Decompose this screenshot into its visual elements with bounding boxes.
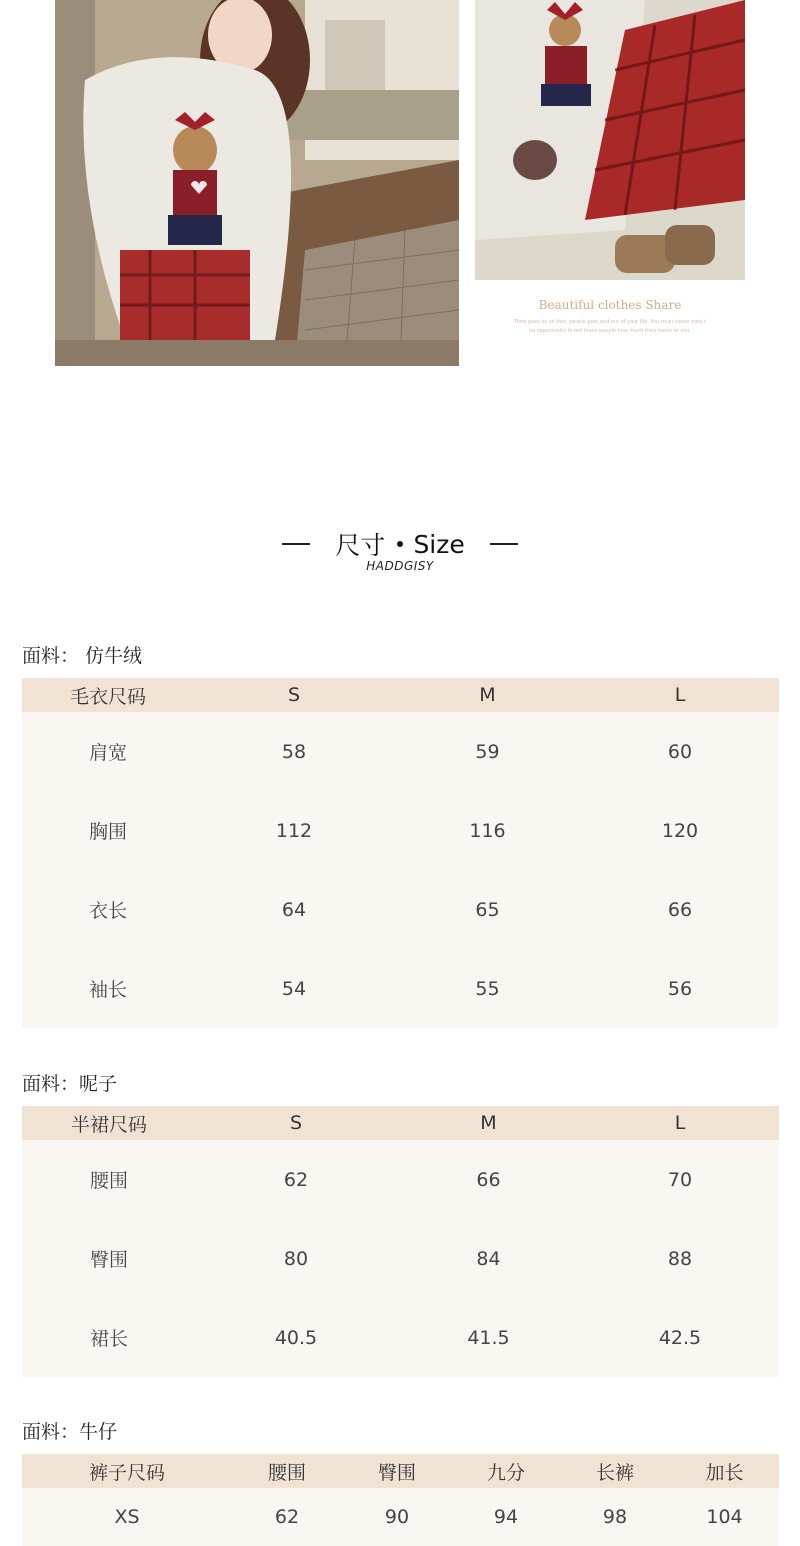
table-cell: 肩宽 [22, 712, 194, 791]
table-cell: 臀围 [22, 1219, 196, 1298]
header-cell: S [194, 678, 394, 712]
table-cell: 66 [581, 870, 779, 949]
fabric-label-sweater: 面料： 仿牛绒 [22, 645, 143, 667]
fabric-label-pants: 面料：牛仔 [22, 1421, 118, 1443]
table-cell: 42.5 [581, 1298, 779, 1377]
table-cell: 70 [581, 1140, 779, 1219]
table-cell: 54 [194, 949, 394, 1028]
fabric-label-skirt: 面料：呢子 [22, 1073, 118, 1095]
title-dot [397, 541, 403, 547]
table-cell: 40.5 [196, 1298, 396, 1377]
model-photo-illustration [55, 0, 459, 366]
caption-line: Time goes by so fast, people gain and out of your life. You must never miss t [514, 319, 706, 325]
table-cell: 80 [196, 1219, 396, 1298]
title-divider-right [490, 543, 518, 545]
table-cell: 65 [394, 870, 581, 949]
table-row [22, 1488, 779, 1546]
product-photo-flatlay [475, 0, 745, 280]
table-cell: 112 [194, 791, 394, 870]
header-cell: 九分 [452, 1454, 560, 1488]
header-cell: L [581, 1106, 779, 1140]
table-header-row [22, 678, 779, 712]
header-cell: S [196, 1106, 396, 1140]
caption-title: Beautiful clothes Share [538, 298, 682, 312]
header-cell: L [581, 678, 779, 712]
header-cell: 毛衣尺码 [22, 678, 194, 712]
table-cell: 84 [396, 1219, 581, 1298]
photo-caption [475, 298, 745, 336]
table-cell: 腰围 [22, 1140, 196, 1219]
flatlay-photo-illustration [475, 0, 745, 280]
table-cell: 88 [581, 1219, 779, 1298]
table-cell: 98 [560, 1488, 670, 1546]
header-cell: M [396, 1106, 581, 1140]
table-cell: 衣长 [22, 870, 194, 949]
table-cell: 120 [581, 791, 779, 870]
skirt-size-table [22, 1106, 779, 1377]
table-row [22, 712, 779, 791]
header-cell: 裤子尺码 [22, 1454, 232, 1488]
table-row [22, 1140, 779, 1219]
sweater-size-table [22, 678, 779, 1028]
size-title-en: Size [413, 529, 465, 559]
table-header-row [22, 1454, 779, 1488]
table-cell: 袖长 [22, 949, 194, 1028]
header-cell: 腰围 [232, 1454, 342, 1488]
caption-text [475, 318, 745, 336]
table-cell: 94 [452, 1488, 560, 1546]
table-cell: 胸围 [22, 791, 194, 870]
table-cell: 104 [670, 1488, 779, 1546]
table-cell: 55 [394, 949, 581, 1028]
title-divider-left [282, 543, 310, 545]
table-row [22, 1219, 779, 1298]
table-cell: 64 [194, 870, 394, 949]
table-cell: 62 [232, 1488, 342, 1546]
table-cell: 116 [394, 791, 581, 870]
header-cell: 臀围 [342, 1454, 452, 1488]
table-cell: 41.5 [396, 1298, 581, 1377]
table-cell: XS [22, 1488, 232, 1546]
table-cell: 90 [342, 1488, 452, 1546]
table-row [22, 949, 779, 1028]
pants-size-table [22, 1454, 779, 1546]
table-cell: 66 [396, 1140, 581, 1219]
table-cell: 裙长 [22, 1298, 196, 1377]
table-header-row [22, 1106, 779, 1140]
table-cell: 58 [194, 712, 394, 791]
table-cell: 62 [196, 1140, 396, 1219]
table-cell: 60 [581, 712, 779, 791]
header-cell: 长裤 [560, 1454, 670, 1488]
size-section-title [0, 526, 800, 562]
table-row [22, 870, 779, 949]
table-cell: 56 [581, 949, 779, 1028]
table-row [22, 1298, 779, 1377]
product-photo-model [55, 0, 459, 366]
table-cell: 59 [394, 712, 581, 791]
header-cell: M [394, 678, 581, 712]
header-cell: 加长 [670, 1454, 779, 1488]
size-subtitle: HADDGISY [366, 559, 434, 573]
table-row [22, 791, 779, 870]
size-title-cn: 尺寸 [335, 531, 386, 560]
header-cell: 半裙尺码 [22, 1106, 196, 1140]
caption-line: he opportunity to tell these people how much they mean to you. [529, 328, 691, 334]
